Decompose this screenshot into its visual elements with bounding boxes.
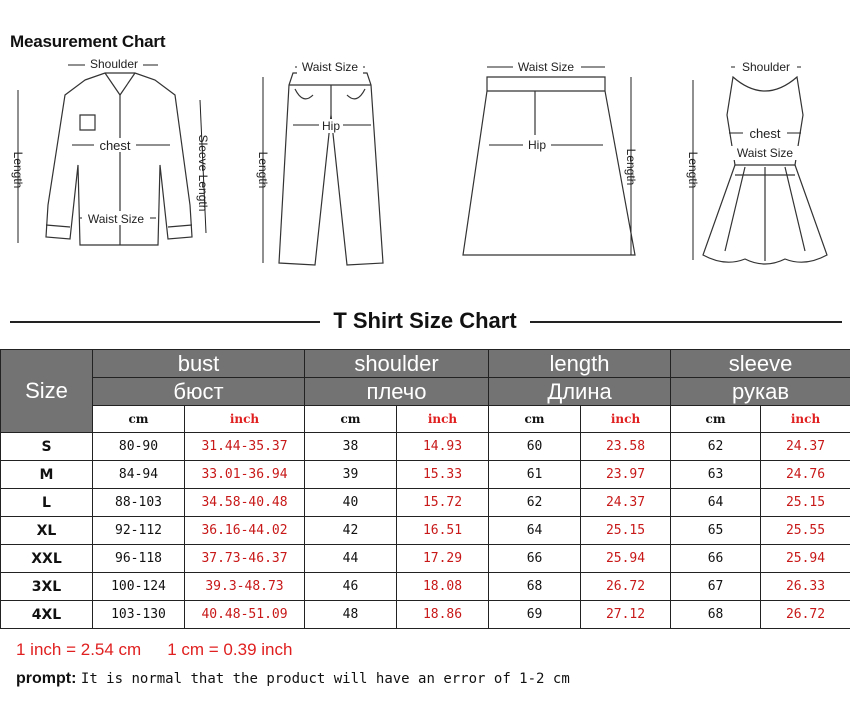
cm-value-cell: 62: [489, 489, 581, 517]
skirt-length-label: Length: [624, 148, 638, 186]
cm-value-cell: 68: [671, 601, 761, 629]
inch-value-cell: 26.33: [761, 573, 850, 601]
inch-value-cell: 15.33: [397, 461, 489, 489]
inch-value-cell: 18.08: [397, 573, 489, 601]
inch-value-cell: 40.48-51.09: [185, 601, 305, 629]
inch-value-cell: 26.72: [581, 573, 671, 601]
size-cell: 3XL: [1, 573, 93, 601]
cm-value-cell: 40: [305, 489, 397, 517]
bust-header-ru: бюст: [93, 378, 305, 406]
inch-value-cell: 31.44-35.37: [185, 433, 305, 461]
inch-value-cell: 25.15: [581, 517, 671, 545]
cm-to-inch: 1 cm = 0.39 inch: [167, 640, 293, 659]
inch-value-cell: 33.01-36.94: [185, 461, 305, 489]
cm-value-cell: 62: [671, 433, 761, 461]
size-cell: XL: [1, 517, 93, 545]
shirt-shoulder-label: Shoulder: [89, 57, 139, 71]
size-rows: [1, 433, 850, 629]
cm-value-cell: 66: [671, 545, 761, 573]
size-header: Size: [1, 350, 93, 433]
unit-cm: cm: [305, 406, 397, 433]
inch-value-cell: 25.94: [581, 545, 671, 573]
inch-value-cell: 24.37: [581, 489, 671, 517]
cm-value-cell: 44: [305, 545, 397, 573]
inch-value-cell: 23.58: [581, 433, 671, 461]
conversion-note: [16, 640, 292, 660]
unit-cm: cm: [93, 406, 185, 433]
bust-header: bust: [93, 350, 305, 378]
inch-value-cell: 16.51: [397, 517, 489, 545]
pants-waist-label: Waist Size: [301, 60, 359, 74]
length-header-ru: Длина: [489, 378, 671, 406]
inch-value-cell: 36.16-44.02: [185, 517, 305, 545]
table-row: [1, 433, 850, 461]
skirt-diagram: [455, 55, 645, 265]
cm-value-cell: 42: [305, 517, 397, 545]
inch-value-cell: 23.97: [581, 461, 671, 489]
pants-hip-label: Hip: [321, 119, 341, 133]
size-table: [0, 349, 850, 629]
pants-drawing: [255, 55, 395, 270]
cm-value-cell: 61: [489, 461, 581, 489]
shirt-length-label: Length: [11, 151, 25, 189]
cm-value-cell: 96-118: [93, 545, 185, 573]
inch-value-cell: 26.72: [761, 601, 850, 629]
cm-value-cell: 68: [489, 573, 581, 601]
cm-value-cell: 100-124: [93, 573, 185, 601]
cm-value-cell: 63: [671, 461, 761, 489]
shirt-sleeve-label: Sleeve Length: [196, 134, 210, 212]
inch-value-cell: 17.29: [397, 545, 489, 573]
cm-value-cell: 46: [305, 573, 397, 601]
unit-inch: inch: [761, 406, 850, 433]
dress-diagram: [685, 55, 845, 275]
unit-cm: cm: [671, 406, 761, 433]
inch-value-cell: 25.55: [761, 517, 850, 545]
cm-value-cell: 69: [489, 601, 581, 629]
cm-value-cell: 64: [671, 489, 761, 517]
shirt-drawing: [10, 55, 220, 255]
dress-chest-label: chest: [749, 126, 781, 141]
size-chart-heading: [0, 306, 850, 336]
inch-value-cell: 14.93: [397, 433, 489, 461]
shoulder-header: shoulder: [305, 350, 489, 378]
size-cell: L: [1, 489, 93, 517]
pants-length-label: Length: [256, 151, 270, 189]
unit-cm: cm: [489, 406, 581, 433]
dress-drawing: [685, 55, 845, 275]
prompt-text: It is normal that the product will have an error of 1-2 cm: [80, 671, 570, 687]
inch-value-cell: 25.15: [761, 489, 850, 517]
table-row: [1, 489, 850, 517]
inch-value-cell: 15.72: [397, 489, 489, 517]
dress-shoulder-label: Shoulder: [741, 60, 791, 74]
length-header: length: [489, 350, 671, 378]
shirt-diagram: [10, 55, 220, 255]
inch-value-cell: 27.12: [581, 601, 671, 629]
cm-value-cell: 92-112: [93, 517, 185, 545]
inch-value-cell: 37.73-46.37: [185, 545, 305, 573]
cm-value-cell: 84-94: [93, 461, 185, 489]
skirt-waist-label: Waist Size: [517, 60, 575, 74]
size-cell: S: [1, 433, 93, 461]
inch-to-cm: 1 inch = 2.54 cm: [16, 640, 142, 659]
inch-value-cell: 25.94: [761, 545, 850, 573]
measurement-chart-title: Measurement Chart: [10, 32, 166, 51]
cm-value-cell: 64: [489, 517, 581, 545]
shirt-waist-label: Waist Size: [87, 212, 145, 226]
unit-inch: inch: [397, 406, 489, 433]
dress-waist-label: Waist Size: [736, 146, 794, 160]
prompt-note: [16, 670, 570, 688]
shoulder-header-ru: плечо: [305, 378, 489, 406]
size-cell: M: [1, 461, 93, 489]
table-row: [1, 601, 850, 629]
skirt-drawing: [455, 55, 645, 265]
inch-value-cell: 34.58-40.48: [185, 489, 305, 517]
unit-inch: inch: [581, 406, 671, 433]
cm-value-cell: 60: [489, 433, 581, 461]
inch-value-cell: 39.3-48.73: [185, 573, 305, 601]
cm-value-cell: 67: [671, 573, 761, 601]
table-row: [1, 517, 850, 545]
pants-diagram: [255, 55, 395, 270]
cm-value-cell: 65: [671, 517, 761, 545]
table-row: [1, 573, 850, 601]
cm-value-cell: 48: [305, 601, 397, 629]
cm-value-cell: 66: [489, 545, 581, 573]
cm-value-cell: 38: [305, 433, 397, 461]
table-row: [1, 545, 850, 573]
size-cell: XXL: [1, 545, 93, 573]
table-row: [1, 461, 850, 489]
skirt-hip-label: Hip: [527, 138, 547, 152]
inch-value-cell: 24.37: [761, 433, 850, 461]
sleeve-header-ru: рукав: [671, 378, 850, 406]
sleeve-header: sleeve: [671, 350, 850, 378]
shirt-chest-label: chest: [99, 138, 131, 153]
cm-value-cell: 88-103: [93, 489, 185, 517]
cm-value-cell: 39: [305, 461, 397, 489]
size-chart-title: T Shirt Size Chart: [0, 308, 850, 334]
inch-value-cell: 18.86: [397, 601, 489, 629]
cm-value-cell: 103-130: [93, 601, 185, 629]
inch-value-cell: 24.76: [761, 461, 850, 489]
dress-length-label: Length: [686, 151, 700, 189]
cm-value-cell: 80-90: [93, 433, 185, 461]
size-cell: 4XL: [1, 601, 93, 629]
prompt-label: prompt:: [16, 670, 77, 687]
unit-inch: inch: [185, 406, 305, 433]
